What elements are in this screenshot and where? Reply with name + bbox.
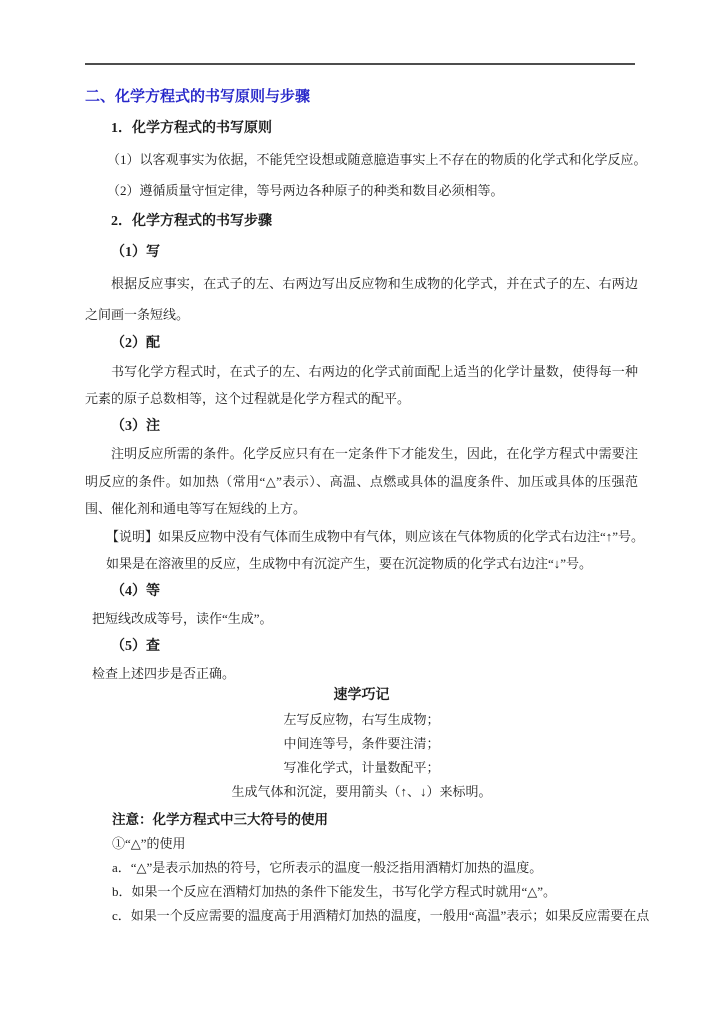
principle-item-1: （1）以客观事实为依据，不能凭空设想或随意臆造事实上不存在的物质的化学式和化学反应。 — [107, 152, 647, 167]
step5-label: （5）查 — [111, 638, 160, 654]
mnemonic-line-4: 生成气体和沉淀，要用箭头（↑、↓）来标明。 — [231, 783, 492, 799]
notice-title: 注意：化学方程式中三大符号的使用 — [112, 811, 328, 827]
section-writing-steps — [85, 330, 645, 688]
step2-label: （2）配 — [111, 336, 160, 351]
section-writing-principles — [85, 82, 647, 330]
part1-title: 1．化学方程式的书写原则 — [111, 121, 272, 136]
step4-body: 把短线改成等号，读作“生成”。 — [92, 611, 273, 626]
part2-title: 2．化学方程式的书写步骤 — [111, 214, 272, 229]
step1-body: 根据反应事实，在式子的左、右两边写出反应物和生成物的化学式，并在式子的左、右两边之间画一条短线。 — [85, 276, 638, 322]
notice-subtitle: ①“△”的使用 — [112, 835, 186, 851]
header-rule — [85, 63, 635, 65]
step4-label: （4）等 — [111, 583, 160, 599]
step5-body: 检查上述四步是否正确。 — [92, 666, 236, 681]
mnemonic-line-1: 左写反应物，右写生成物； — [283, 711, 440, 727]
principle-item-2: （2）遵循质量守恒定律，等号两边各种原子的种类和数目必须相等。 — [107, 183, 504, 198]
mnemonic-title: 速学巧记 — [333, 687, 390, 703]
mnemonic-line-2: 中间连等号，条件要注清； — [283, 735, 440, 751]
step2-body: 书写化学方程式时，在式子的左、右两边的化学式前面配上适当的化学计量数，使得每一种元素的原子总数相等，这个过程就是化学方程式的配平。 — [85, 363, 638, 406]
section-heading: 二、化学方程式的书写原则与步骤 — [85, 89, 311, 105]
notice-item-b: b．如果一个反应在酒精灯加热的条件下能发生，书写化学方程式时就用“△”。 — [112, 883, 557, 899]
mnemonic-line-3: 写准化学式，计量数配平； — [283, 759, 440, 775]
step3-label: （3）注 — [111, 418, 160, 434]
step1-label: （1）写 — [111, 245, 160, 260]
notice-item-c: c．如果一个反应需要的温度高于用酒精灯加热的温度，一般用“高温”表示；如果反应需要在点 — [112, 907, 650, 923]
step3-note-2: 如果是在溶液里的反应，生成物中有沉淀产生，要在沉淀物质的化学式右边注“↓”号。 — [106, 556, 593, 571]
step3-body: 注明反应所需的条件。化学反应只有在一定条件下才能发生，因此，在化学方程式中需要注明反应的条件。如加热（常用“△”表示）、高温、点燃或具体的温度条件、加压或具体的压强范围、催化剂和通电等写在短线的上方。 — [85, 446, 638, 516]
notice-item-a: a．“△”是表示加热的符号，它所表示的温度一般泛指用酒精灯加热的温度。 — [112, 859, 543, 875]
document-content — [85, 82, 650, 928]
step3-note-1: 【说明】如果反应物中没有气体而生成物中有气体，则应该在气体物质的化学式右边注“↑”号。 — [106, 528, 645, 544]
section-mnemonic-and-notice — [85, 684, 650, 928]
